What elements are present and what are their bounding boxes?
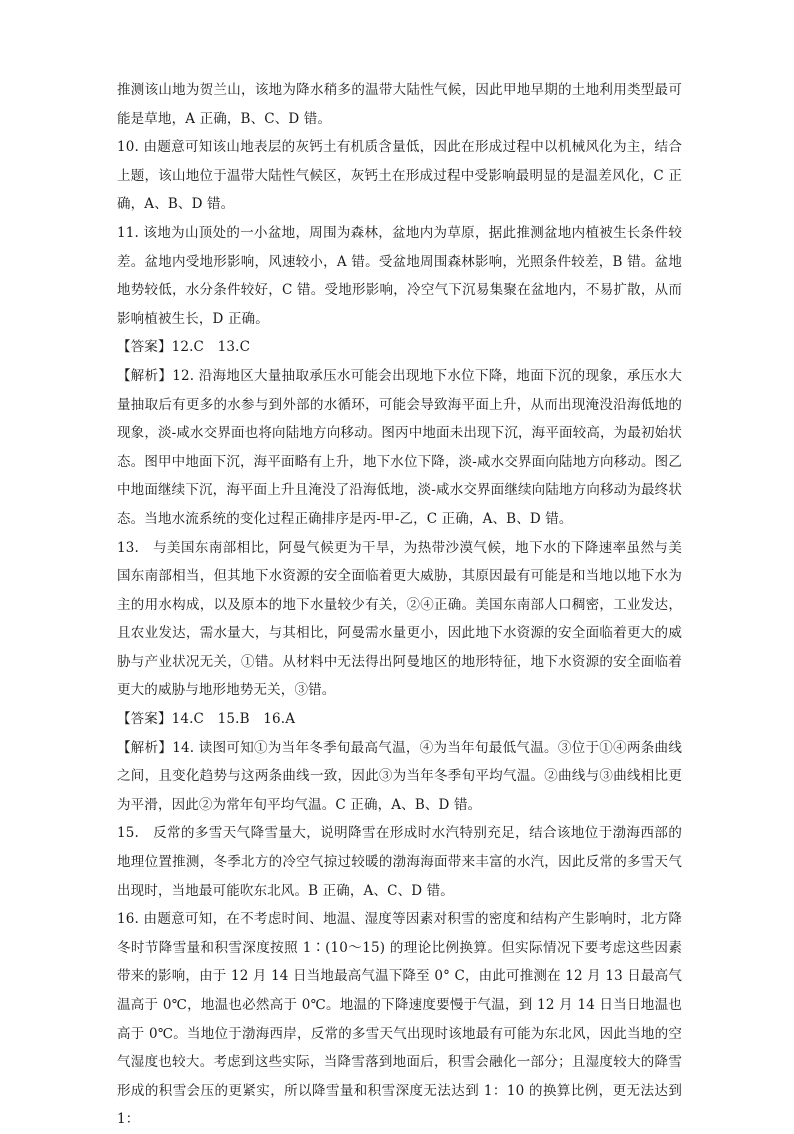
paragraph-q13-explanation: 13. 与美国东南部相比，阿曼气候更为干旱，为热带沙漠气候，地下水的下降速率虽然与美国东南部相当，但其地下水资源的安全面临着更大威胁，其原因最有可能是和当地以地下水为主的用水构成，以及原本的地下水量较少有关，②④正确。美国东南部人口稠密，工业发达，且农业发达，需水量大，与其相比，阿曼需水量更小，因此地下水资源的安全面临着更大的威胁与产业状况无关，①错。从材料中无法得出阿曼地区的地形特征，地下水资源的安全面临着更大的威胁与地形地势无关，③错。 <box>117 539 682 699</box>
document-body <box>117 76 682 1134</box>
answer-line-12-13: 【答案】12.C 13.C <box>117 339 251 356</box>
paragraph-q15-explanation: 15. 反常的多雪天气降雪量大，说明降雪在形成时水汽特别充足，结合该地位于渤海西部的地理位置推测，冬季北方的冷空气掠过较暖的渤海海面带来丰富的水汽，因此反常的多雪天气出现时，当地最可能吹东北风。B 正确，A、C、D 错。 <box>117 825 682 899</box>
paragraph-q11-explanation: 11. 该地为山顶处的一小盆地，周围为森林，盆地内为草原，据此推测盆地内植被生长条件较差。盆地内受地形影响，风速较小，A 错。受盆地周围森林影响，光照条件较差，B 错。盆地地势较低，水分条件较好，C 错。受地形影响，冷空气下沉易集聚在盆地内，不易扩散，从而影响植被生长，D 正确。 <box>117 224 682 327</box>
answer-line-14-16: 【答案】14.C 15.B 16.A <box>117 711 296 728</box>
paragraph-q14-explanation: 【解析】14. 读图可知①为当年冬季旬最高气温，④为当年旬最低气温。③位于①④两条曲线之间，且变化趋势与这两条曲线一致，因此③为当年冬季旬平均气温。②曲线与③曲线相比更为平滑，因此②为常年旬平均气温。C 正确，A、B、D 错。 <box>117 739 682 813</box>
paragraph-q9-conclusion: 推测该山地为贺兰山，该地为降水稍多的温带大陆性气候，因此甲地早期的土地利用类型最可能是草地，A 正确，B、C、D 错。 <box>117 82 682 127</box>
paragraph-q10-explanation: 10. 由题意可知该山地表层的灰钙土有机质含量低，因此在形成过程中以机械风化为主，结合上题，该山地位于温带大陆性气候区，灰钙土在形成过程中受影响最明显的是温差风化，C 正确，A、B、D 错。 <box>117 139 682 213</box>
paragraph-q12-explanation: 【解析】12. 沿海地区大量抽取承压水可能会出现地下水位下降，地面下沉的现象，承压水大量抽取后有更多的水参与到外部的水循环，可能会导致海平面上升，从而出现淹没沿海低地的现象，淡-咸水交界面也将向陆地方向移动。图丙中地面未出现下沉，海平面较高，为最初始状态。图甲中地面下沉，海平面略有上升，地下水位下降，淡-咸水交界面向陆地方向移动。图乙中地面继续下沉，海平面上升且淹没了沿海低地，淡-咸水交界面继续向陆地方向移动为最终状态。当地水流系统的变化过程正确排序是丙-甲-乙，C 正确，A、B、D 错。 <box>117 367 682 527</box>
paragraph-q16-explanation: 16. 由题意可知，在不考虑时间、地温、湿度等因素对积雪的密度和结构产生影响时，北方降冬时节降雪量和积雪深度按照 1∶(10～15) 的理论比例换算。但实际情况下要考虑这些因素带来的影响，由于 12 月 14 日当地最高气温下降至 0° C，由此可推测在 12 月 13 日最高气温高于 0℃，地温也必然高于 0℃。地温的下降速度要慢于气温，到 12 月 14 日当日地温也高于 0℃。当地位于渤海西岸，反常的多雪天气出现时该地最有可能为东北风，因此当地的空气湿度也较大。考虑到这些实际，当降雪落到地面后，积雪会融化一部分；且湿度较大的降雪形成的积雪会压的更紧实，所以降雪量和积雪深度无法达到 1：10 的换算比例，更无法达到 1： <box>117 911 682 1128</box>
